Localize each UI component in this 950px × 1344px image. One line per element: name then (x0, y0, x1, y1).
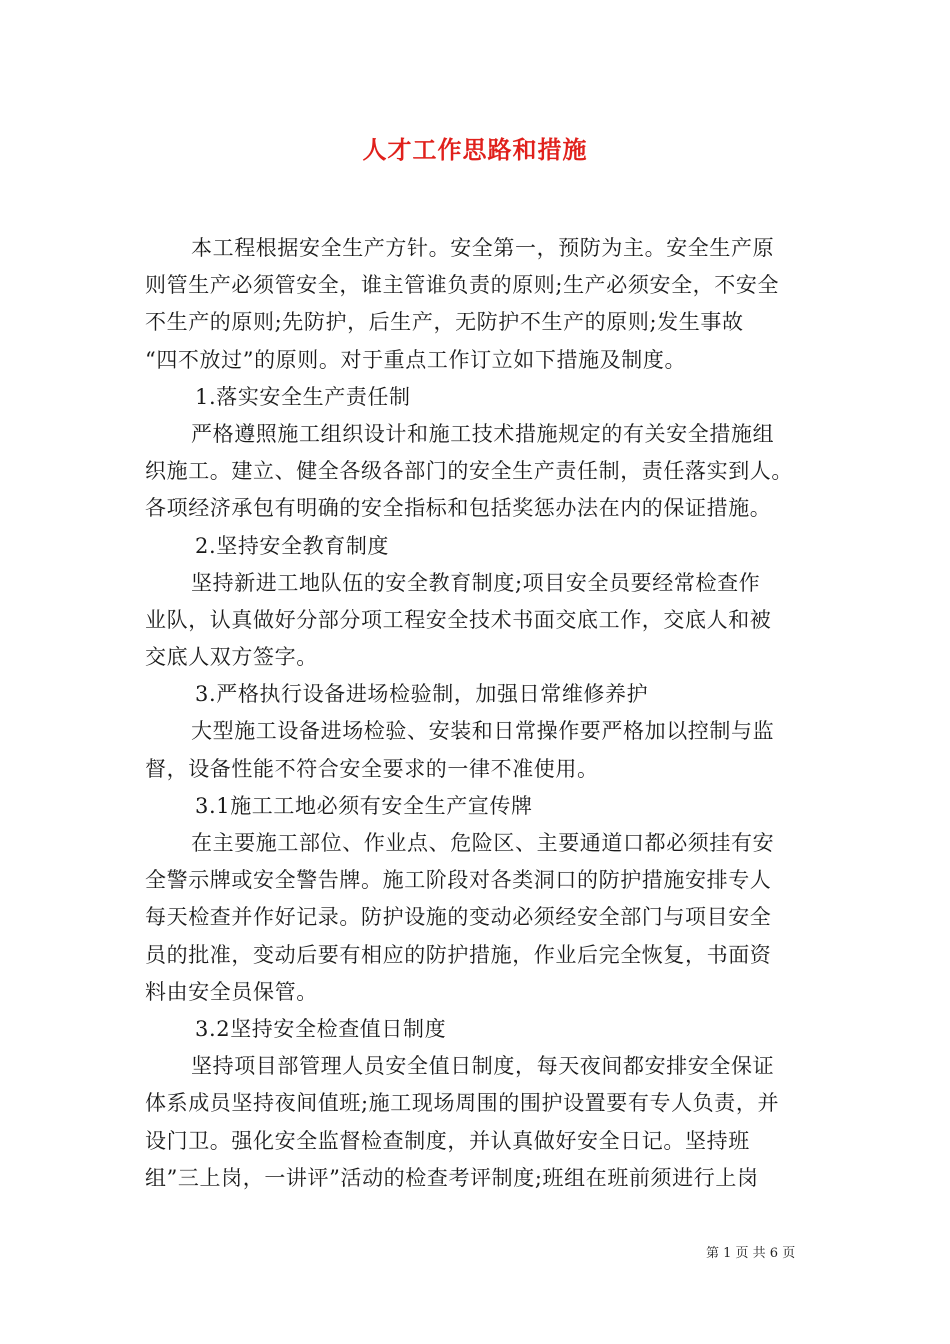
paragraph-line: “四不放过”的原则。对于重点工作订立如下措施及制度。 (145, 347, 687, 372)
paragraph-line: 严格遵照施工组织设计和施工技术措施规定的有关安全措施组 (191, 421, 775, 446)
paragraph-line: 料由安全员保管。 (145, 979, 318, 1004)
paragraph-line: 各项经济承包有明确的安全指标和包括奖惩办法在内的保证措施。 (145, 496, 772, 521)
paragraph-line: 交底人双方签字。 (145, 645, 318, 670)
paragraph-line: 织施工。建立、健全各级各部门的安全生产责任制，责任落实到人。 (145, 459, 793, 484)
page-title: 人才工作思路和措施 (362, 135, 588, 164)
paragraph-line: 全警示牌或安全警告牌。施工阶段对各类洞口的防护措施安排专人 (145, 868, 772, 893)
paragraph-line: 坚持项目部管理人员安全值日制度，每天夜间都安排安全保证 (191, 1054, 775, 1079)
paragraph-line: 不生产的原则;先防护，后生产，无防护不生产的原则;发生事故 (145, 310, 744, 335)
paragraph-line: 设门卫。强化安全监督检查制度，并认真做好安全日记。坚持班 (145, 1128, 750, 1153)
paragraph-line: 业队，认真做好分部分项工程安全技术书面交底工作，交底人和被 (145, 607, 772, 632)
paragraph-line: 督，设备性能不符合安全要求的一律不准使用。 (145, 756, 599, 781)
section-heading: 3.2坚持安全检查值日制度 (195, 1016, 447, 1041)
paragraph-line: 本工程根据安全生产方针。安全第一，预防为主。安全生产原 (191, 236, 775, 260)
paragraph-line: 组”三上岗，一讲评”活动的检查考评制度;班组在班前须进行上岗 (145, 1165, 759, 1190)
paragraph-line: 则管生产必须管安全，谁主管谁负责的原则;生产必须安全，不安全 (145, 273, 780, 298)
paragraph-line: 员的批准，变动后要有相应的防护措施，作业后完全恢复，书面资 (145, 942, 772, 967)
paragraph-line: 体系成员坚持夜间值班;施工现场周围的围护设置要有专人负责，并 (145, 1091, 780, 1116)
paragraph-line: 大型施工设备进场检验、安装和日常操作要严格加以控制与监 (191, 719, 775, 744)
document-body (145, 230, 815, 1197)
paragraph-line: 坚持新进工地队伍的安全教育制度;项目安全员要经常检查作 (191, 570, 761, 595)
section-heading: 3.严格执行设备进场检验制，加强日常维修养护 (195, 682, 649, 707)
section-heading: 2.坚持安全教育制度 (195, 533, 390, 558)
section-heading: 3.1施工工地必须有安全生产宣传牌 (195, 793, 533, 818)
page-number: 第 1 页 共 6 页 (706, 1246, 796, 1261)
section-heading: 1.落实安全生产责任制 (195, 384, 411, 409)
paragraph-line: 在主要施工部位、作业点、危险区、主要通道口都必须挂有安 (191, 831, 775, 855)
paragraph-line: 每天检查并作好记录。防护设施的变动必须经安全部门与项目安全 (145, 905, 772, 930)
